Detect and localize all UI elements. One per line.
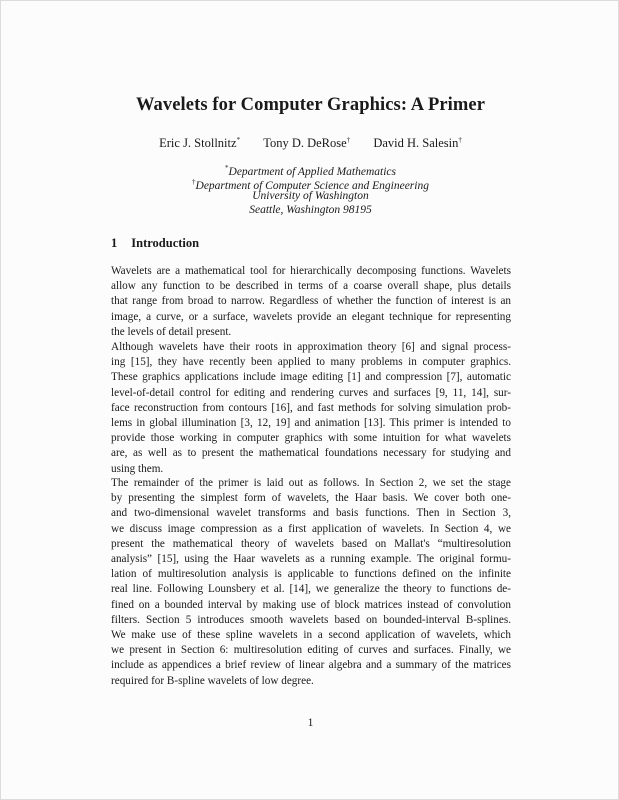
paragraph bbox=[111, 264, 511, 340]
text-line: that range from broad to narrow. Regardless of whether the function of interest is an bbox=[111, 295, 511, 308]
text-line: lation of multiresolution analysis is applicable to functions defined on the infinite bbox=[111, 568, 511, 581]
text-line: These graphics applications include image editing [1] and compression [7], automatic bbox=[111, 371, 511, 384]
author-list bbox=[1, 136, 619, 151]
affiliation-line: University of Washington bbox=[252, 190, 369, 202]
paragraph bbox=[111, 340, 511, 477]
author: Tony D. DeRose† bbox=[263, 136, 351, 151]
text-line: face reconstruction from contours [16], and fast methods for solving simulation prob- bbox=[111, 401, 511, 414]
affiliation-line: Seattle, Washington 98195 bbox=[249, 204, 372, 216]
text-line: required for B-spline wavelets of low degree. bbox=[111, 674, 314, 687]
paragraph bbox=[111, 476, 511, 689]
text-line: The remainder of the primer is laid out as follows. In Section 2, we set the stage bbox=[111, 477, 511, 489]
text-line: allow any function to be described in terms of a coarse overall shape, plus details bbox=[111, 280, 511, 293]
text-line: by presenting the simplest form of wavelets, the Haar basis. We cover both one- bbox=[111, 492, 511, 505]
text-line: filters. Section 5 introduces smooth wavelets based on bounded-interval B-splines. bbox=[111, 613, 511, 626]
text-line: ing [15], they have recently been applied to many problems in computer graphics. bbox=[111, 356, 511, 369]
affiliation-line: *Department of Applied Mathematics bbox=[225, 164, 396, 178]
affiliation-line: †Department of Computer Science and Engineering bbox=[192, 178, 429, 192]
text-line: fined on a bounded interval by making use of block matrices instead of convolution bbox=[111, 598, 511, 611]
text-line: analysis” [15], using the Haar wavelets as a running example. The original formu- bbox=[111, 553, 511, 566]
text-line: and two-dimensional wavelet transforms and basis functions. Then in Section 3, bbox=[111, 507, 511, 520]
section-title: Introduction bbox=[131, 236, 200, 250]
text-line: We make use of these spline wavelets in a second application of wavelets, which bbox=[111, 629, 511, 642]
text-line: image, a curve, or a surface, wavelets provide an elegant technique for representing bbox=[111, 310, 511, 323]
text-line: Although wavelets have their roots in approximation theory [6] and signal process- bbox=[111, 341, 511, 353]
text-line: include as appendices a brief review of linear algebra and a summary of the matrices bbox=[111, 659, 511, 672]
text-line: we discuss image compression as a first application of wavelets. In Section 4, we bbox=[111, 522, 511, 535]
text-line: the levels of detail present. bbox=[111, 325, 232, 338]
text-line: present the mathematical theory of wavelets based on Mallat's “multiresolution bbox=[111, 537, 511, 550]
text-line: Wavelets are a mathematical tool for hierarchically decomposing functions. Wavelets bbox=[111, 265, 511, 277]
text-line: real line. Following Lounsbery et al. [14], we generalize the theory to functions de- bbox=[111, 583, 511, 596]
page-number: 1 bbox=[307, 717, 314, 729]
text-line: lems in global illumination [3, 12, 19] and animation [13]. This primer is intended to bbox=[111, 417, 511, 430]
author: Eric J. Stollnitz* bbox=[159, 136, 241, 151]
text-line: provide those working in computer graphics with some intuition for what wavelets bbox=[111, 432, 511, 445]
section-number: 1 bbox=[111, 236, 118, 250]
paper-title: Wavelets for Computer Graphics: A Primer bbox=[135, 95, 486, 115]
text-line: we present in Section 6: multiresolution editing of curves and surfaces. Finally, we bbox=[111, 644, 511, 657]
section-heading bbox=[111, 236, 199, 251]
text-line: are, as well as to present the mathematical foundations necessary for studying and bbox=[111, 447, 511, 460]
author: David H. Salesin† bbox=[373, 136, 462, 151]
text-line: using them. bbox=[111, 462, 164, 475]
text-line: level-of-detail control for editing and rendering curves and surfaces [9, 11, 14], sur- bbox=[111, 386, 511, 399]
